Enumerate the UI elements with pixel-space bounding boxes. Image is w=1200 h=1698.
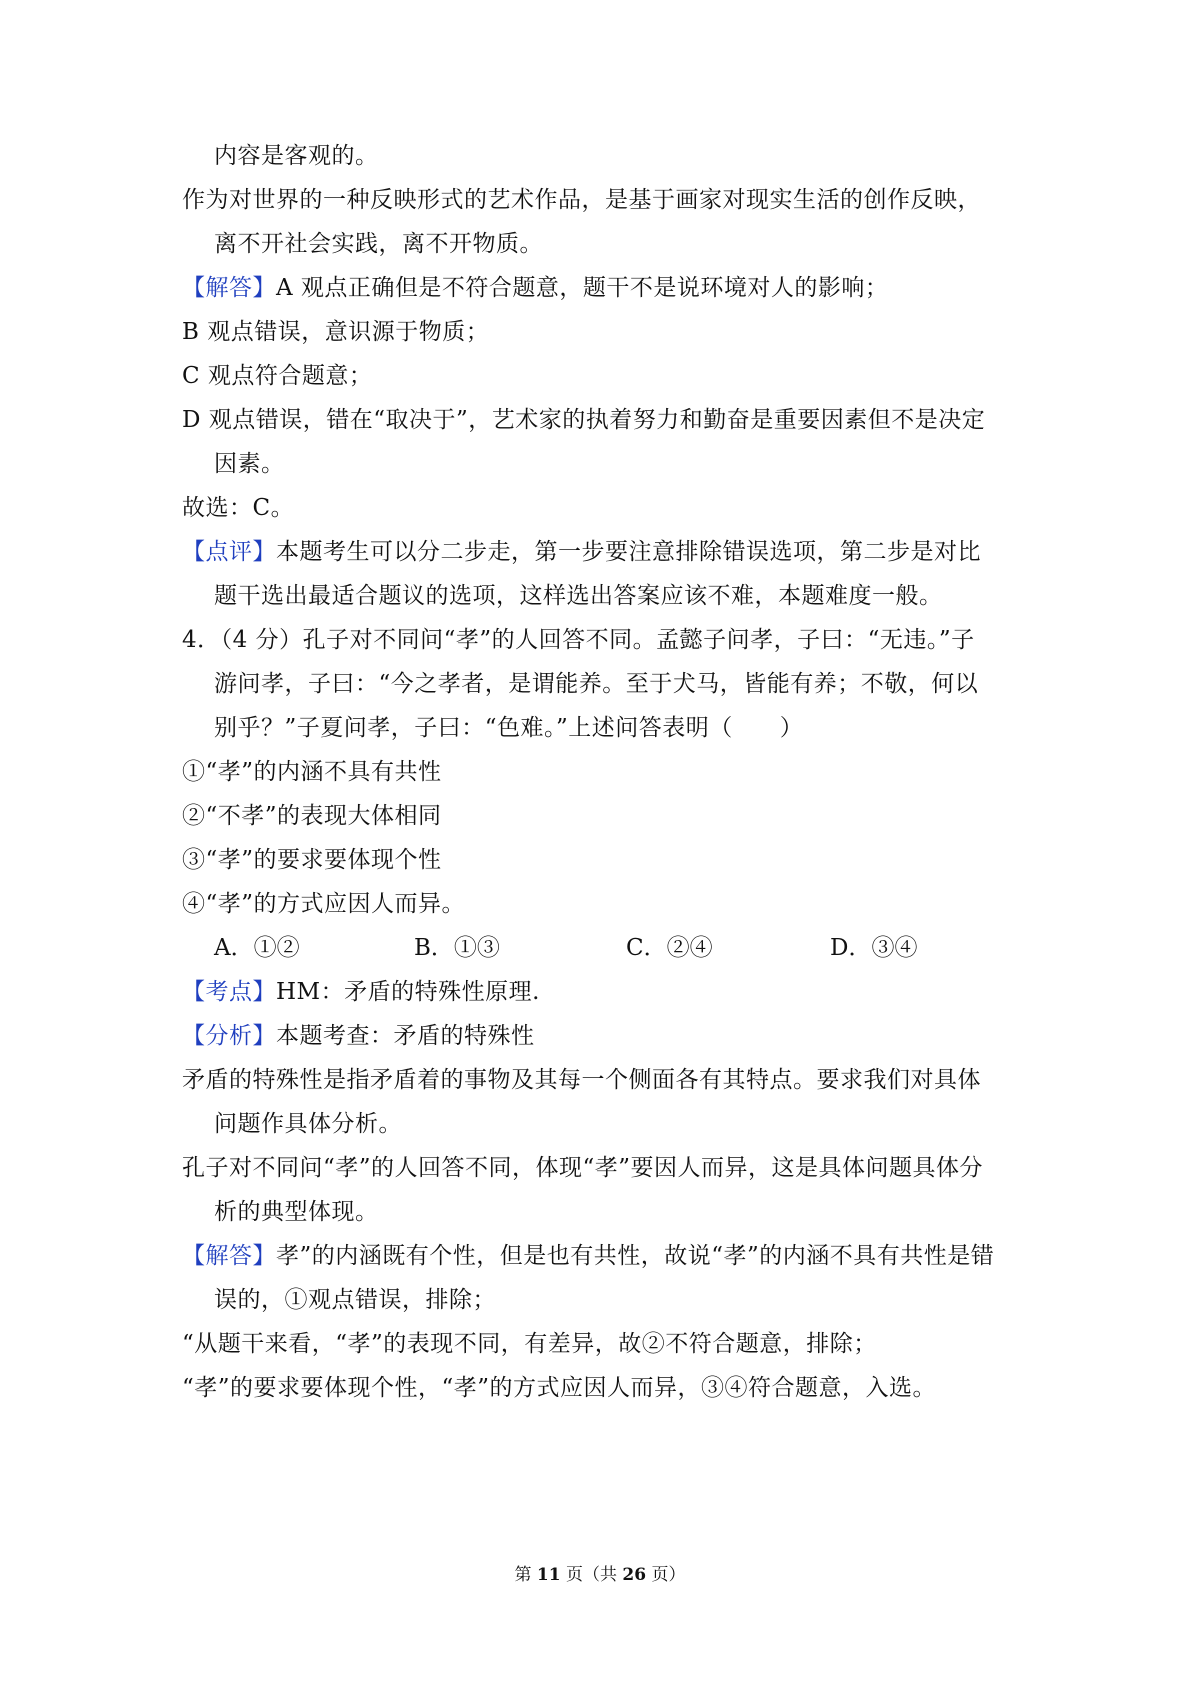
comment-tag: 【点评】: [182, 539, 276, 565]
footer-total-pages: 26: [622, 1565, 647, 1585]
option-c: C．②④: [626, 935, 713, 961]
question-stem: 4．（4 分）孔子对不同问“孝”的人回答不同。孟懿子问孝，子曰：“无违。”子: [182, 627, 975, 653]
option-b: B．①③: [414, 935, 500, 961]
text-line: B 观点错误，意识源于物质；: [182, 319, 490, 345]
footer-suffix: 页）: [651, 1565, 686, 1585]
text-line: 矛盾的特殊性是指矛盾着的事物及其每一个侧面各有其特点。要求我们对具体: [182, 1067, 981, 1093]
question-stem: 别乎？”子夏问孝，子曰：“色难。”上述问答表明（ ）: [214, 715, 804, 741]
question-stem: 游问孝，子曰：“今之孝者，是谓能养。至于犬马，皆能有养；不敬，何以: [214, 671, 979, 697]
text-line: 析的典型体现。: [214, 1199, 379, 1225]
text-line: 作为对世界的一种反映形式的艺术作品，是基于画家对现实生活的创作反映，: [182, 187, 981, 213]
answer-text: 孝”的内涵既有个性，但是也有共性，故说“孝”的内涵不具有共性是错: [276, 1243, 995, 1269]
analysis-text: 本题考查：矛盾的特殊性: [276, 1023, 535, 1049]
knowledge-point-line: [182, 977, 540, 1007]
statement-item: ④“孝”的方式应因人而异。: [182, 891, 466, 917]
text-line: 题干选出最适合题议的选项，这样选出答案应该不难，本题难度一般。: [214, 583, 943, 609]
text-line: D 观点错误，错在“取决于”，艺术家的执着努力和勤奋是重要因素但不是决定: [182, 407, 986, 433]
answer-tag: 【解答】: [182, 1243, 276, 1269]
comment-text: 本题考生可以分二步走，第一步要注意排除错误选项，第二步是对比: [276, 539, 981, 565]
text-line: 内容是客观的。: [214, 143, 379, 169]
option-a: A．①②: [214, 935, 300, 961]
answer-line: [182, 1241, 994, 1271]
analysis-line: [182, 1021, 535, 1051]
statement-item: ②“不孝”的表现大体相同: [182, 803, 442, 829]
text-line: “从题干来看，“孝”的表现不同，有差异，故②不符合题意，排除；: [182, 1331, 877, 1357]
statement-item: ①“孝”的内涵不具有共性: [182, 759, 442, 785]
comment-line: [182, 537, 981, 567]
page-footer: [0, 1563, 1200, 1587]
text-line: 离不开社会实践，离不开物质。: [214, 231, 543, 257]
footer-middle: 页（共: [566, 1565, 617, 1585]
statement-item: ③“孝”的要求要体现个性: [182, 847, 442, 873]
answer-line: [182, 273, 888, 303]
text-line: 故选：C。: [182, 495, 295, 521]
knowledge-point-tag: 【考点】: [182, 979, 276, 1005]
knowledge-point-text: HM：矛盾的特殊性原理.: [276, 979, 540, 1005]
text-line: 问题作具体分析。: [214, 1111, 402, 1137]
footer-prefix: 第: [514, 1565, 532, 1585]
answer-text: A 观点正确但是不符合题意，题干不是说环境对人的影响；: [276, 275, 889, 301]
option-d: D．③④: [830, 935, 918, 961]
text-line: 孔子对不同问“孝”的人回答不同，体现“孝”要因人而异，这是具体问题具体分: [182, 1155, 984, 1181]
text-line: 因素。: [214, 451, 285, 477]
text-line: “孝”的要求要体现个性，“孝”的方式应因人而异，③④符合题意，入选。: [182, 1375, 937, 1401]
text-line: C 观点符合题意；: [182, 363, 373, 389]
footer-page-number: 11: [536, 1565, 561, 1585]
analysis-tag: 【分析】: [182, 1023, 276, 1049]
text-line: 误的，①观点错误，排除；: [214, 1287, 496, 1313]
answer-tag: 【解答】: [182, 275, 276, 301]
